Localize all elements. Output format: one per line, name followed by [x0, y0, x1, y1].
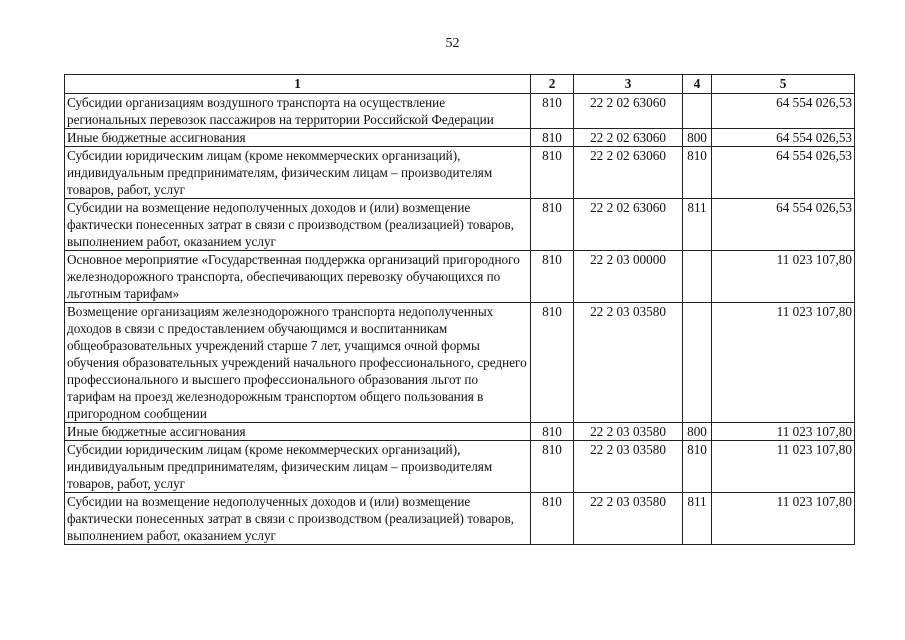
target-article: 22 2 03 03580	[574, 303, 683, 423]
table-row	[65, 423, 855, 441]
ministry-code: 810	[531, 147, 574, 199]
expense-type: 810	[683, 441, 712, 493]
column-header-4: 4	[683, 75, 712, 94]
ministry-code: 810	[531, 441, 574, 493]
ministry-code: 810	[531, 94, 574, 129]
column-header-5: 5	[712, 75, 855, 94]
expense-type: 800	[683, 129, 712, 147]
target-article: 22 2 03 03580	[574, 441, 683, 493]
column-header-2: 2	[531, 75, 574, 94]
column-header-1: 1	[65, 75, 531, 94]
amount: 64 554 026,53	[712, 147, 855, 199]
table-row	[65, 129, 855, 147]
expense-type: 811	[683, 199, 712, 251]
row-name: Субсидии юридическим лицам (кроме некоммерческих организаций), индивидуальным предпринимателям, физическим лицам – производителям товаров, работ, услуг	[65, 441, 531, 493]
table-row	[65, 303, 855, 423]
ministry-code: 810	[531, 423, 574, 441]
expense-type	[683, 94, 712, 129]
target-article: 22 2 03 03580	[574, 423, 683, 441]
table-row	[65, 251, 855, 303]
target-article: 22 2 02 63060	[574, 147, 683, 199]
amount: 11 023 107,80	[712, 441, 855, 493]
table-header-row	[65, 75, 855, 94]
target-article: 22 2 03 03580	[574, 493, 683, 545]
row-name: Субсидии на возмещение недополученных доходов и (или) возмещение фактически понесенных затрат в связи с производством (реализацией) товаров, выполнением работ, оказанием услуг	[65, 493, 531, 545]
row-name: Основное мероприятие «Государственная поддержка организаций пригородного железнодорожного транспорта, обеспечивающих перевозку обучающихся по льготным тарифам»	[65, 251, 531, 303]
ministry-code: 810	[531, 493, 574, 545]
row-name: Возмещение организациям железнодорожного транспорта недополученных доходов в связи с предоставлением обучающимся и воспитанникам общеобразовательных учреждений старше 7 лет, учащимся очной формы обучения образовательных учреждений начального профессионального, среднего профессионального и высшего профессионального образования льгот по тарифам на проезд железнодорожным транспортом общего пользования в пригородном сообщении	[65, 303, 531, 423]
expense-type	[683, 303, 712, 423]
target-article: 22 2 02 63060	[574, 94, 683, 129]
table-row	[65, 199, 855, 251]
table-row	[65, 441, 855, 493]
expense-type: 811	[683, 493, 712, 545]
ministry-code: 810	[531, 251, 574, 303]
amount: 11 023 107,80	[712, 423, 855, 441]
ministry-code: 810	[531, 129, 574, 147]
amount: 11 023 107,80	[712, 493, 855, 545]
row-name: Иные бюджетные ассигнования	[65, 129, 531, 147]
row-name: Субсидии юридическим лицам (кроме некоммерческих организаций), индивидуальным предпринимателям, физическим лицам – производителям товаров, работ, услуг	[65, 147, 531, 199]
row-name: Иные бюджетные ассигнования	[65, 423, 531, 441]
column-header-3: 3	[574, 75, 683, 94]
amount: 64 554 026,53	[712, 129, 855, 147]
expense-type	[683, 251, 712, 303]
row-name: Субсидии на возмещение недополученных доходов и (или) возмещение фактически понесенных затрат в связи с производством (реализацией) товаров, выполнением работ, оказанием услуг	[65, 199, 531, 251]
expense-type: 800	[683, 423, 712, 441]
table-row	[65, 147, 855, 199]
target-article: 22 2 02 63060	[574, 199, 683, 251]
budget-table	[64, 74, 855, 545]
target-article: 22 2 03 00000	[574, 251, 683, 303]
target-article: 22 2 02 63060	[574, 129, 683, 147]
table-row	[65, 94, 855, 129]
amount: 64 554 026,53	[712, 94, 855, 129]
amount: 11 023 107,80	[712, 251, 855, 303]
amount: 11 023 107,80	[712, 303, 855, 423]
row-name: Субсидии организациям воздушного транспорта на осуществление региональных перевозок пассажиров на территории Российской Федерации	[65, 94, 531, 129]
ministry-code: 810	[531, 199, 574, 251]
ministry-code: 810	[531, 303, 574, 423]
table-row	[65, 493, 855, 545]
page-number: 52	[445, 36, 460, 51]
amount: 64 554 026,53	[712, 199, 855, 251]
expense-type: 810	[683, 147, 712, 199]
